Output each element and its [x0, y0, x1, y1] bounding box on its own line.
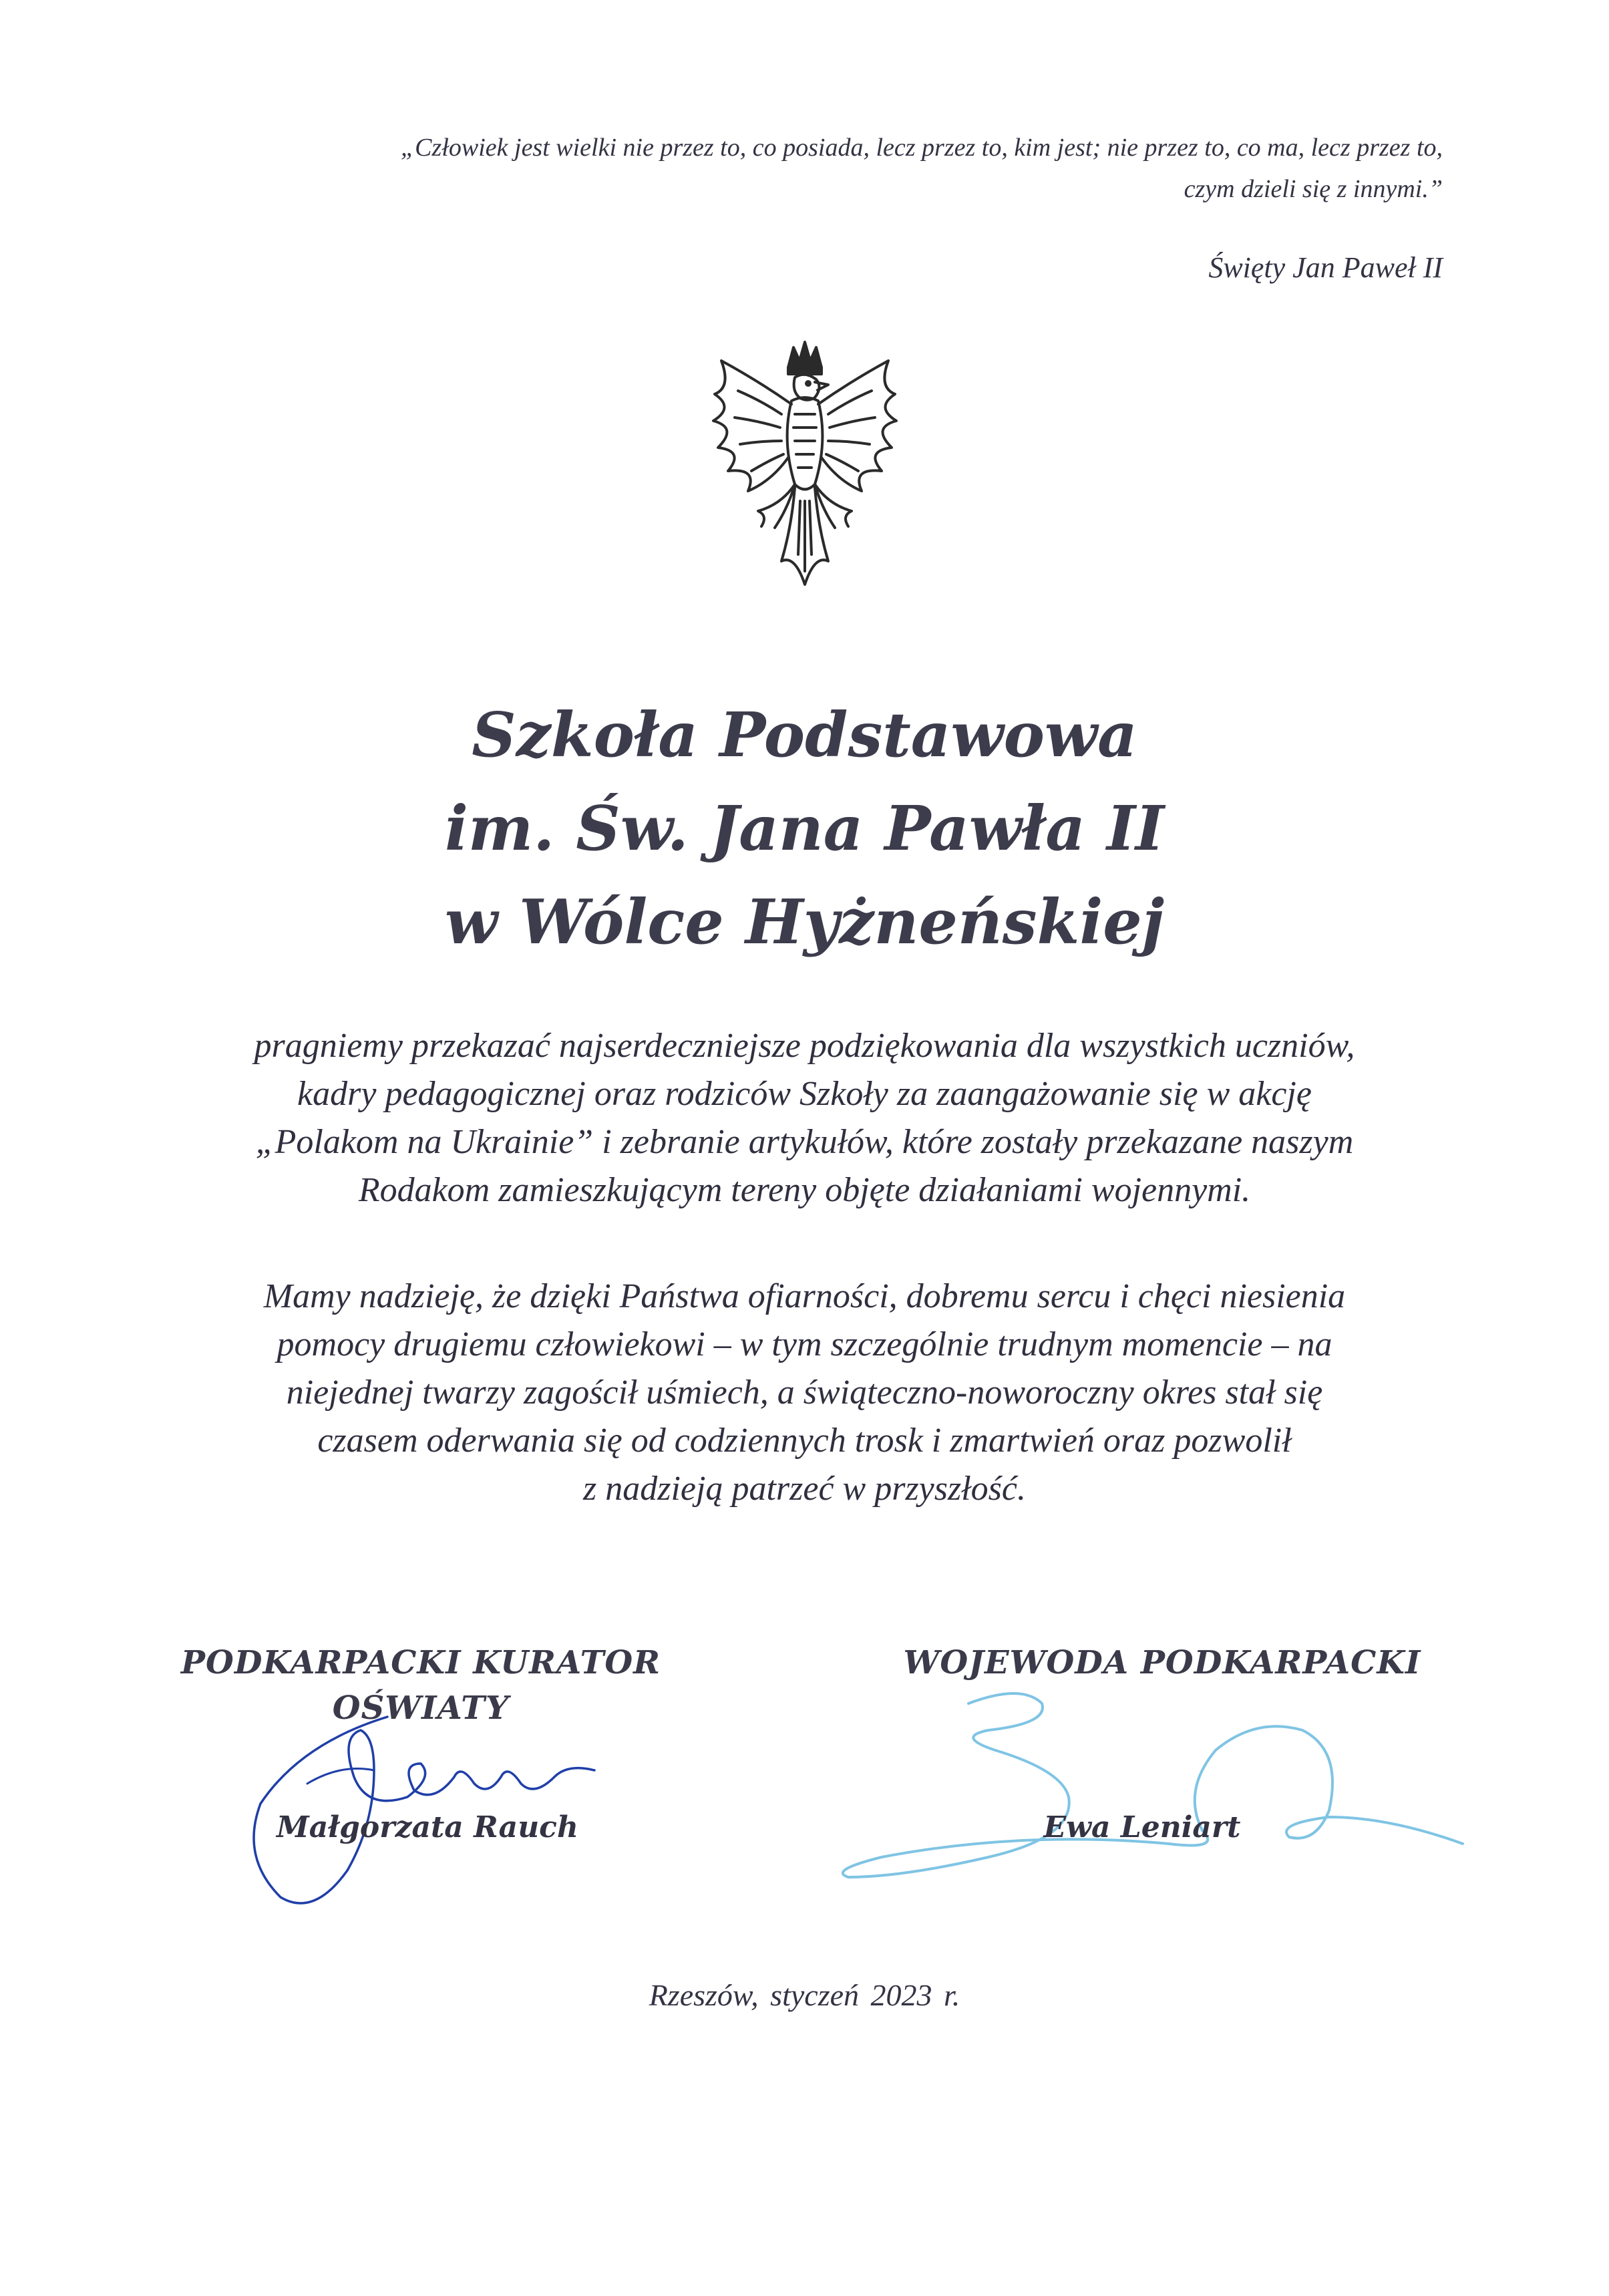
paragraph-line: pomocy drugiemu człowiekowi – w tym szczególnie trudnym momencie – na [277, 1325, 1332, 1363]
paragraph-line: niejednej twarzy zagościł uśmiech, a świąteczno-noworoczny okres stał się [286, 1373, 1323, 1412]
signatory-left-name: Małgorzata Rauch [277, 1810, 578, 1844]
paragraph-line: Rodakom zamieszkującym tereny objęte działaniami wojennymi. [358, 1171, 1251, 1209]
signatory-left-title-line-2: OŚWIATY [332, 1689, 510, 1727]
paragraph-line: z nadzieją patrzeć w przyszłość. [583, 1470, 1026, 1508]
paragraph-line: kadry pedagogicznej oraz rodziców Szkoły za zaangażowanie się w akcję [297, 1075, 1312, 1113]
hope-paragraph [127, 1273, 1482, 1513]
signatory-left-title-line-1: PODKARPACKI KURATOR [180, 1644, 661, 1681]
paragraph-line: czasem oderwania się od codziennych trosk i zmartwień oraz pozwolił [317, 1422, 1292, 1460]
signatory-right-title: WOJEWODA PODKARPACKI [903, 1644, 1421, 1681]
signatory-right-name: Ewa Leniart [1043, 1810, 1241, 1844]
quote-author: Święty Jan Paweł II [1208, 251, 1443, 284]
school-line-3: w Wólce Hyżneńskiej [444, 886, 1165, 958]
school-name [200, 688, 1409, 969]
paragraph-line: pragniemy przekazać najserdeczniejsze podziękowania dla wszystkich uczniów, [254, 1027, 1355, 1065]
school-line-2: im. Św. Jana Pawła II [444, 792, 1165, 864]
place-and-date: Rzeszów, styczeń 2023 r. [649, 1978, 960, 2012]
signatory-left-title [154, 1640, 688, 1731]
school-line-1: Szkoła Podstawowa [472, 699, 1137, 771]
quote-line-2: czym dzieli się z innymi.” [1184, 175, 1443, 203]
thanks-paragraph [127, 1022, 1482, 1214]
motto-quote [120, 127, 1443, 210]
paragraph-line: Mamy nadzieję, że dzięki Państwa ofiarności, dobremu sercu i chęci niesienia [263, 1277, 1346, 1315]
polish-white-eagle-icon [695, 341, 915, 591]
handwritten-signature-right [822, 1677, 1476, 1891]
paragraph-line: „Polakom na Ukrainie” i zebranie artykułów, które zostały przekazane naszym [255, 1123, 1354, 1161]
quote-line-1: „Człowiek jest wielki nie przez to, co posiada, lecz przez to, kim jest; nie przez to, co ma, lecz przez to, [401, 134, 1443, 162]
